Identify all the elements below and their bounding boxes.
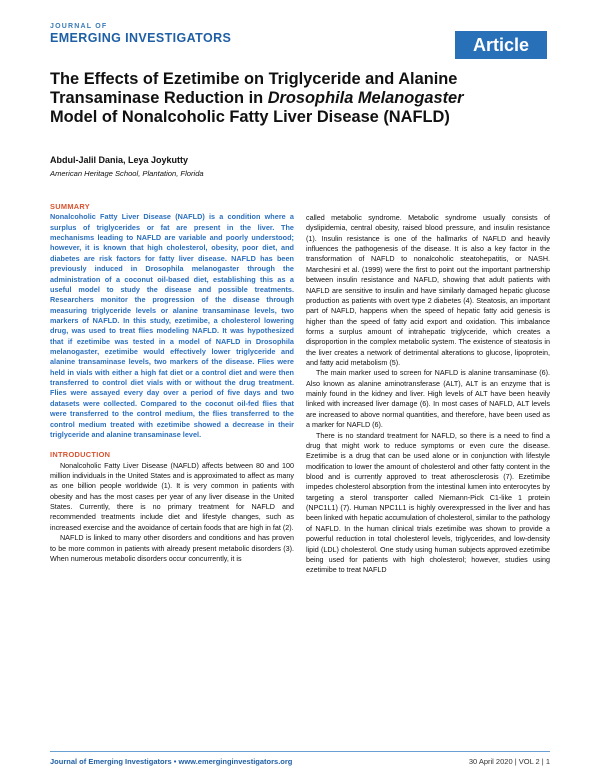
footer-divider [50, 751, 550, 752]
journal-logo-main: EMERGING INVESTIGATORS [50, 31, 232, 45]
introduction-paragraph-2: NAFLD is linked to many other disorders and conditions and has proven to be more common in patients with already present metabolic disorders (3). When numerous metabolic disorders occur concurrently, it is [50, 534, 294, 563]
journal-logo-top: JOURNAL OF [50, 23, 108, 30]
title-line-3: Model of Nonalcoholic Fatty Liver Disease (NAFLD) [50, 108, 450, 126]
journal-logo [50, 23, 231, 45]
footer-journal-link[interactable]: Journal of Emerging Investigators • www.emerginginvestigators.org [50, 757, 293, 766]
introduction-heading: INTRODUCTION [50, 450, 111, 460]
author-affiliation: American Heritage School, Plantation, Florida [50, 169, 204, 178]
title-line-2-prefix: Transaminase Reduction in [50, 89, 268, 107]
title-line-2-species: Drosophila Melanogaster [267, 89, 464, 107]
right-column [306, 213, 550, 576]
footer-date-volume-page: 30 April 2020 | VOL 2 | 1 [468, 757, 550, 766]
article-title [50, 70, 550, 127]
summary-heading: SUMMARY [50, 202, 91, 211]
summary-text: Nonalcoholic Fatty Liver Disease (NAFLD) is a condition where a surplus of triglycerides or fat are present in the liver. The mechanisms leading to NAFLD are variable and poorly understood; however, it is known that high cholesterol, obesity, poor diet, and diabetes are risk factors for fatty liver disease. NAFLD has been previously induced in Drosophila melanogaster through the administration of a coconut oil-based diet, establishing this as a useful model to study the disease and possible treatments. Researchers monitor the progression of the disease through measuring triglyceride levels or alanine transaminase levels, two markers of NAFLD. In this study, ezetimibe, a cholesterol lowering drug, was used to treat flies modeling NAFLD. It was hypothesized that if ezetimibe was tested in a model of NAFLD in Drosophila melanogaster, ezetimibe would effectively lower triglyceride and alanine transaminase levels, two markers of the disease. Flies were held in vials with either a high fat diet or a control diet and were then transferred to control diet vials with or without the drug treatment. Flies were assayed every day over a period of five days and two datasets were collected. Compared to the coconut oil-fed flies that were transferred to the control medium, the flies transferred to the control medium treated with ezetimibe showed a decrease in their triglyceride and alanine transaminase level. [50, 212, 294, 439]
title-line-1: The Effects of Ezetimibe on Triglyceride and Alanine [50, 70, 458, 88]
article-type-badge: Article [455, 31, 547, 59]
body-paragraph-alt-marker: The main marker used to screen for NAFLD is alanine transaminase (6). Also known as alanine aminotransferase (ALT), ALT is an enzyme that is mainly found in the kidney and liver. High levels of ALT have been heavily linked with increased liver damage (6). In most cases of NAFLD, ALT levels are increased to above normal quantities, and therefore, have been used as a marker for NAFLD (6). [306, 369, 550, 430]
summary-section [50, 212, 294, 440]
body-paragraph-treatment: There is no standard treatment for NAFLD, so there is a need to find a drug that might work to reduce symptoms or even cure the disease. Ezetimibe is a drug that can be used alone or in conjunction with lifestyle modification to lower the amount of cholesterol and other fatty content in the blood and is currently approved to treat atherosclerosis (7). Ezetimibe impedes cholesterol absorption from the intestinal lumen into enterocytes by targeting a sterol transporter called Niemann-Pick C1-like 1 protein (NPC1L1) (7). Human NPC1L1 is highly overexpressed in the liver and has been linked with hepatic accumulation of cholesterol, similar to the pathology of NAFLD. In the human clinical trials ezetimibe was shown to provide a powerful reduction in total cholesterol levels, triglycerides, and low-density lipid (LDL) cholesterol. One study using human subjects approved ezetimibe being used for patients with high cholesterol; however, studies using ezetimibe to treat NAFLD [306, 431, 550, 575]
author-list: Abdul-Jalil Dania, Leya Joykutty [50, 155, 189, 165]
left-column [50, 202, 294, 564]
introduction-paragraph-1: Nonalcoholic Fatty Liver Disease (NAFLD) affects between 80 and 100 million individuals in the United States and is approximated to affect as many as one billion people worldwide (1). It is very common in patients with obesity and has the most cases per year of any liver disease in the United States. Currently, there is no primary treatment for NAFLD and recommended treatments include diet and lifestyle changes, such as increased exercise and the avoidance of certain foods that are high in fat (2). [50, 461, 294, 532]
body-paragraph-continued: called metabolic syndrome. Metabolic syndrome usually consists of dyslipidemia, central obesity, raised blood pressure, and insulin resistance (1). Insulin resistance is one of the hallmarks of NAFLD and heavily influences the pathogenesis of the disease. It is also a key factor in the transformation of NAFLD to nonalcoholic steatohepatitis, or NASH. Marchesini et al. (1999) were the first to point out the important partnership between insulin resistance and NAFLD, showing that adult patients with NAFLD are sensitive to insulin and have similarly damaged hepatic glucose production as patients with overt type 2 diabetes (4). Steatosis, an important part of NAFLD, happens when the speed of hepatic fatty acid genesis is higher than the speed of fatty acid export and oxidation. This imbalance forms a surplus amount of intrahepatic triglyceride, which creates a disproportion in the complex metabolic system. The existence of steatosis in the liver creates a network of detrimental alterations to glucose, lipoprotein, and fatty acid metabolism (5). [306, 214, 550, 368]
